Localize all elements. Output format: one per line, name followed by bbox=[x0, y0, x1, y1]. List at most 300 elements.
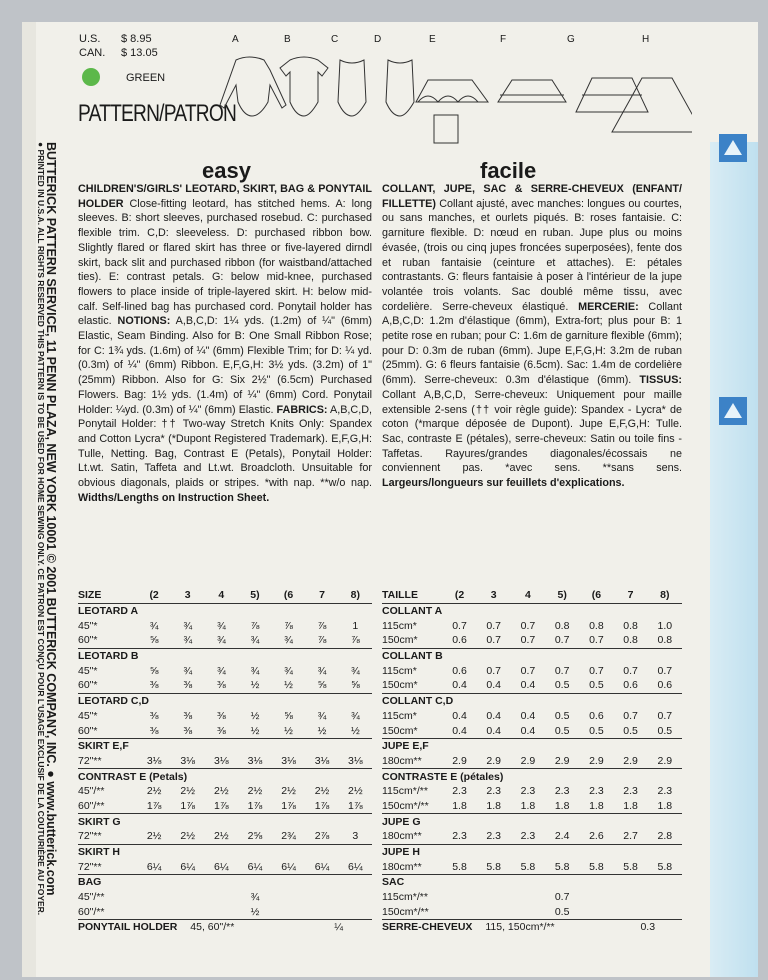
size-cell: (6 bbox=[283, 589, 294, 602]
leotard-a-drawing bbox=[220, 57, 286, 116]
yardage-cell: 2⅞ bbox=[314, 830, 330, 843]
yardage-cell: 2.3 bbox=[452, 785, 467, 798]
yardage-cell: 0.7 bbox=[520, 619, 536, 632]
yardage-cell: ⅜ bbox=[183, 679, 193, 692]
french-notions: Collant A,B,C,D: 1.2m d'élastique (6mm), Extra-fort; plus pour B: 1 petite rose en ruban; pour C: 1.6m de garniture flexible (6mm); pour D: 0.3m de ruban (6mm). Jupe E,F,G,H: 3.2m de ruban (25mm). G: 6 fleurs fantaisie (6.5cm). Sac: 1.4m de cordelière (6mm). Serre-cheveux: 0.3m d'élastique (6mm). bbox=[382, 300, 683, 387]
fabric-width: 45"* bbox=[78, 619, 98, 632]
yardage-cell: 1.8 bbox=[554, 799, 570, 812]
yardage-cell: 0.8 bbox=[554, 619, 570, 632]
english-heading: easy bbox=[202, 158, 251, 183]
view-letter-h: H bbox=[642, 34, 650, 45]
group-header-row bbox=[78, 738, 372, 753]
yardage-cell: 5.8 bbox=[589, 860, 604, 873]
yardage-cell: ¾ bbox=[149, 619, 159, 632]
english-title: CHILDREN'S/GIRLS' LEOTARD, SKIRT, BAG & PONYTAIL HOLDER bbox=[78, 183, 372, 210]
yardage-cell bbox=[442, 904, 476, 919]
up-arrow-icon bbox=[719, 134, 747, 162]
yardage-cell bbox=[579, 904, 613, 919]
table-row bbox=[78, 890, 372, 905]
table-row bbox=[382, 754, 682, 769]
fabric-width: 115cm* bbox=[382, 709, 417, 722]
english-desc: Close-fitting leotard, has stitched hems. A: long sleeves. B: short sleeves, purchased rosebud. C: purchased flexible trim. C,D: sleeveless. D: purchased ribbon bow. Slightly flared or flared skirt has three or five-layered dirndl skirt, back slit and purchased ribbon (for waistband/attached ties). E: contrast petals. G: below mid-knee, purchased flowers to place inside of triple-layered skirt. H: below mid-calf. Self-lined bag has purchased cord. Ponytail holder has elastic. bbox=[78, 197, 372, 328]
view-letter-a: A bbox=[232, 34, 239, 45]
yardage-cell: 0.5 bbox=[554, 905, 570, 918]
table-row bbox=[382, 663, 682, 678]
yardage-cell: 2.3 bbox=[623, 785, 638, 798]
price-block bbox=[79, 32, 158, 60]
yardage-cell: ⅜ bbox=[216, 709, 226, 722]
yardage-cell: ⅝ bbox=[284, 709, 293, 722]
yardage-cell: 2.6 bbox=[589, 830, 604, 843]
spine-legal-text: ● PRINTED IN U.S.A. ALL RIGHTS RESERVED THIS PATTERN IS TO BE USED FOR HOME SEWING ONLY. CE PATRON EST CONÇU POUR L'USAGE EXCLUSIF DE LA COUTURIÈRE AU FOYER. bbox=[36, 142, 46, 916]
yardage-cell: ⅜ bbox=[216, 724, 226, 737]
yardage-cell: 1⅞ bbox=[146, 799, 162, 812]
size-cell: 8) bbox=[350, 589, 360, 602]
yardage-cell: 0.7 bbox=[554, 664, 570, 677]
yardage-cell bbox=[205, 890, 239, 905]
table-row bbox=[78, 904, 372, 919]
yardage-cell: 0.7 bbox=[452, 619, 467, 632]
yardage-cell: 0.7 bbox=[657, 709, 673, 722]
yardage-cell: 2.3 bbox=[554, 785, 570, 798]
french-fabrics-label: TISSUS: bbox=[639, 374, 682, 387]
table-row bbox=[382, 633, 682, 648]
yardage-cell: ½ bbox=[284, 679, 293, 692]
yardage-cell: 0.8 bbox=[589, 619, 604, 632]
yardage-cell: 2.9 bbox=[589, 754, 604, 767]
group-title: COLLANT A bbox=[382, 603, 682, 618]
yardage-cell: 0.8 bbox=[657, 634, 673, 647]
fabric-width: 45"/** bbox=[78, 785, 105, 798]
can-price: $ 13.05 bbox=[121, 47, 158, 59]
group-title: BAG bbox=[78, 875, 372, 890]
fabric-width: 45"/** bbox=[78, 891, 105, 904]
group-title: SKIRT E,F bbox=[78, 738, 372, 753]
group-title: JUPE H bbox=[382, 844, 682, 859]
yardage-cell bbox=[442, 890, 476, 905]
yardage-cell: ⅞ bbox=[317, 634, 327, 647]
yardage-cell: 0.6 bbox=[452, 634, 467, 647]
yardage-cell: 3⅛ bbox=[314, 754, 330, 767]
color-label: GREEN bbox=[126, 72, 166, 84]
yardage-cell: 2½ bbox=[214, 830, 229, 843]
yardage-cell: 2½ bbox=[214, 785, 229, 798]
fabric-width: 180cm** bbox=[382, 754, 422, 767]
english-widths: Widths/Lengths on Instruction Sheet. bbox=[78, 491, 270, 504]
yardage-cell: 1.8 bbox=[452, 799, 467, 812]
french-heading: facile bbox=[480, 158, 537, 183]
yardage-cell: 1⅞ bbox=[180, 799, 196, 812]
yardage-cell: 1⅞ bbox=[281, 799, 296, 812]
spine-address: BUTTERICK PATTERN SERVICE, 11 PENN PLAZA, NEW YORK 10001 © 2001 BUTTERICK COMPANY, INC. ● www.butterick.com bbox=[44, 142, 58, 896]
yardage-cell: 2.9 bbox=[520, 754, 536, 767]
view-letter-f: F bbox=[500, 34, 507, 45]
group-header-row bbox=[78, 769, 372, 784]
yardage-cell bbox=[339, 904, 372, 919]
yardage-cell: 2½ bbox=[314, 785, 330, 798]
yardage-cell: 6¼ bbox=[348, 860, 363, 873]
yardage-cell: 2.9 bbox=[486, 754, 502, 767]
yardage-cell bbox=[511, 890, 545, 905]
group-title: JUPE E,F bbox=[382, 738, 682, 753]
yardage-cell bbox=[137, 904, 171, 919]
leotard-d-drawing bbox=[386, 60, 414, 116]
yardage-cell: 0.5 bbox=[657, 724, 673, 737]
yardage-cell: 6¼ bbox=[214, 860, 229, 873]
french-desc: Collant ajusté, avec manches: longues ou courtes, ou sans manches, et ourlets piqués. B: roses fantaisie. C: garniture flexible. D: nœud en ruban. Jupe plus ou moins évasée, (trois ou cinq jupes froncées superposées), fente dos et ruban fantaisie (ceinture et attaches). E: pétales contrastants. G: fleurs fantaisie à poser à l'intérieur de la jupe volantée trois volants. Sac doublé même tissu, avec cordelière. Serre-cheveux élastiqué. bbox=[382, 197, 682, 313]
yardage-cell: 0.7 bbox=[520, 664, 536, 677]
yardage-cell: 2.3 bbox=[486, 830, 502, 843]
english-description bbox=[78, 182, 372, 505]
yardage-cell: 6¼ bbox=[247, 860, 263, 873]
skirt-h-drawing bbox=[612, 78, 692, 132]
size-label: TAILLE bbox=[382, 589, 418, 602]
yardage-cell: 0.5 bbox=[623, 724, 638, 737]
group-header-row bbox=[78, 693, 372, 708]
yardage-cell: 1.8 bbox=[486, 799, 502, 812]
table-row bbox=[78, 784, 372, 799]
yardage-cell: ¾ bbox=[183, 634, 193, 647]
yardage-cell: 2.7 bbox=[623, 830, 638, 843]
fabric-width: 115cm* bbox=[382, 619, 417, 632]
yardage-cell: 0.4 bbox=[520, 709, 536, 722]
yardage-cell: ⅝ bbox=[149, 634, 159, 647]
table-row bbox=[78, 618, 372, 633]
yardage-cell: 0.5 bbox=[589, 724, 604, 737]
size-header-row bbox=[78, 588, 372, 603]
yardage-cell: 1⅞ bbox=[348, 799, 363, 812]
table-row bbox=[382, 618, 682, 633]
fabric-width: 180cm** bbox=[382, 830, 422, 843]
size-cell: 4 bbox=[525, 589, 531, 602]
table-row bbox=[382, 723, 682, 738]
yardage-cell: ¾ bbox=[350, 709, 360, 722]
group-title: COLLANT C,D bbox=[382, 693, 682, 708]
table-row bbox=[382, 799, 682, 814]
yardage-cell: 2.8 bbox=[657, 830, 673, 843]
yardage-cell: 2.3 bbox=[589, 785, 604, 798]
size-cell: 7 bbox=[627, 589, 634, 602]
fabric-width: 72"** bbox=[78, 830, 102, 843]
yardage-cell: 3 bbox=[352, 830, 359, 843]
yardage-cell: 3⅛ bbox=[180, 754, 196, 767]
yardage-cell: 3⅛ bbox=[146, 754, 162, 767]
yardage-cell bbox=[171, 890, 205, 905]
skirt-e-drawing bbox=[416, 80, 488, 143]
yardage-cell bbox=[305, 890, 338, 905]
table-row bbox=[382, 678, 682, 693]
yardage-cell: 6¼ bbox=[281, 860, 296, 873]
yardage-cell: 0.5 bbox=[554, 709, 570, 722]
yardage-cell bbox=[339, 890, 372, 905]
ponytail-row bbox=[78, 920, 372, 935]
yardage-cell: ½ bbox=[284, 724, 293, 737]
table-row bbox=[382, 890, 682, 905]
group-title: SKIRT G bbox=[78, 814, 372, 829]
yardage-cell: 3⅛ bbox=[281, 754, 296, 767]
size-cell: (2 bbox=[454, 589, 465, 602]
fabric-width: 180cm** bbox=[382, 860, 422, 873]
yardage-cell: ⅞ bbox=[250, 619, 260, 632]
group-header-row bbox=[78, 603, 372, 618]
yardage-cell: 0.7 bbox=[589, 664, 604, 677]
fabric-width: 45"* bbox=[78, 664, 98, 677]
yardage-cell: ¾ bbox=[216, 664, 226, 677]
yardage-cell: 1.8 bbox=[623, 799, 638, 812]
yardage-cell: ½ bbox=[317, 724, 327, 737]
yardage-cell bbox=[648, 904, 682, 919]
yardage-cell: ¾ bbox=[250, 664, 260, 677]
yardage-cell bbox=[477, 890, 511, 905]
yardage-cell: ⅜ bbox=[183, 724, 193, 737]
table-row bbox=[78, 723, 372, 738]
yardage-cell: 1.8 bbox=[657, 799, 673, 812]
group-title: SKIRT H bbox=[78, 844, 372, 859]
group-header-row bbox=[382, 814, 682, 829]
yardage-cell: ½ bbox=[350, 724, 360, 737]
yardage-cell: 0.7 bbox=[623, 664, 638, 677]
yardage-cell bbox=[648, 890, 682, 905]
yardage-cell: ¾ bbox=[284, 664, 293, 677]
yardage-cell bbox=[579, 890, 613, 905]
group-title: CONTRASTE E (pétales) bbox=[382, 769, 682, 784]
fabric-width: 60"/** bbox=[78, 799, 105, 812]
group-header-row bbox=[382, 648, 682, 663]
yardage-cell: 2½ bbox=[180, 830, 196, 843]
yardage-cell bbox=[305, 904, 338, 919]
yardage-cell: 1 bbox=[352, 619, 359, 632]
yardage-cell bbox=[613, 890, 647, 905]
fabric-width: 115cm* bbox=[382, 664, 417, 677]
table-row bbox=[382, 859, 682, 874]
yardage-cell: 0.4 bbox=[452, 679, 467, 692]
yardage-cell: 5.8 bbox=[486, 860, 502, 873]
view-letter-b: B bbox=[284, 34, 291, 45]
size-cell: 4 bbox=[218, 589, 225, 602]
group-header-row bbox=[382, 769, 682, 784]
yardage-cell: 0.4 bbox=[486, 724, 502, 737]
french-notions-label: MERCERIE: bbox=[578, 300, 639, 313]
yardage-cell: 1⅞ bbox=[214, 799, 229, 812]
french-title: COLLANT, JUPE, SAC & SERRE-CHEVEUX (ENFANT/ FILLETTE) bbox=[382, 183, 682, 210]
ponytail-label bbox=[382, 920, 613, 935]
yardage-cell: ½ bbox=[250, 905, 260, 918]
group-header-row bbox=[78, 844, 372, 859]
yardage-cell: 2.9 bbox=[452, 754, 467, 767]
yardage-cell: 6¼ bbox=[180, 860, 196, 873]
ponytail-value: ¼ bbox=[305, 920, 372, 935]
yardage-cell: ⅝ bbox=[317, 679, 327, 692]
yardage-cell: ¾ bbox=[284, 634, 293, 647]
yardage-cell bbox=[511, 904, 545, 919]
table-row bbox=[78, 633, 372, 648]
blue-side-strip bbox=[710, 142, 758, 977]
french-description bbox=[382, 182, 682, 491]
yardage-cell: 5.8 bbox=[657, 860, 673, 873]
yardage-cell bbox=[272, 890, 306, 905]
fabric-width: 60"* bbox=[78, 724, 98, 737]
yardage-cell: 0.6 bbox=[623, 679, 638, 692]
us-label: U.S. bbox=[79, 33, 101, 45]
yardage-cell: 0.5 bbox=[589, 679, 604, 692]
yardage-cell: 6¼ bbox=[146, 860, 162, 873]
yardage-cell: 5.8 bbox=[452, 860, 467, 873]
up-arrow-icon bbox=[719, 397, 747, 425]
yardage-cell bbox=[272, 904, 306, 919]
fabric-width: 72"** bbox=[78, 754, 102, 767]
yardage-cell: 0.7 bbox=[554, 891, 570, 904]
yardage-cell: 0.7 bbox=[657, 664, 673, 677]
yardage-cell: ⅞ bbox=[284, 619, 293, 632]
yardage-cell bbox=[205, 904, 239, 919]
size-cell: 3 bbox=[184, 589, 191, 602]
table-row bbox=[382, 784, 682, 799]
yardage-cell: 0.7 bbox=[486, 634, 502, 647]
yardage-cell: ¾ bbox=[183, 664, 193, 677]
group-header-row bbox=[382, 603, 682, 618]
yardage-cell: 3⅛ bbox=[247, 754, 263, 767]
view-letter-e: E bbox=[429, 34, 436, 45]
fabric-width: 60"* bbox=[78, 679, 98, 692]
pattern-envelope-back bbox=[22, 22, 758, 977]
yardage-cell: ¾ bbox=[317, 664, 327, 677]
group-title: SAC bbox=[382, 875, 682, 890]
skirt-f-drawing bbox=[498, 80, 566, 102]
yardage-cell: 0.8 bbox=[623, 619, 638, 632]
table-row bbox=[78, 859, 372, 874]
yardage-cell: 2.3 bbox=[520, 830, 536, 843]
yardage-cell: 0.5 bbox=[554, 724, 570, 737]
english-notions-label: NOTIONS: bbox=[117, 315, 171, 328]
yardage-cell: 0.7 bbox=[623, 709, 638, 722]
skirt-g-drawing bbox=[576, 78, 648, 112]
fabric-width: 150cm* bbox=[382, 634, 418, 647]
yardage-cell: 2¾ bbox=[281, 830, 296, 843]
yardage-cell: ¾ bbox=[250, 634, 260, 647]
yardage-cell: 2½ bbox=[146, 785, 162, 798]
size-cell: 5) bbox=[557, 589, 567, 602]
yardage-cell: 2½ bbox=[180, 785, 196, 798]
group-header-row bbox=[382, 844, 682, 859]
yardage-cell: 2.3 bbox=[486, 785, 502, 798]
group-title: LEOTARD A bbox=[78, 603, 372, 618]
yardage-cell: 1.8 bbox=[589, 799, 604, 812]
view-letter-g: G bbox=[567, 34, 575, 45]
yardage-cell: ⅜ bbox=[149, 724, 159, 737]
yardage-cell: 1⅞ bbox=[247, 799, 263, 812]
view-letter-c: C bbox=[331, 34, 339, 45]
yardage-cell: 0.7 bbox=[486, 664, 502, 677]
table-row bbox=[382, 904, 682, 919]
yardage-cell: ⅜ bbox=[149, 709, 159, 722]
group-title: COLLANT B bbox=[382, 648, 682, 663]
yardage-cell: 0.4 bbox=[486, 679, 502, 692]
view-line-drawings bbox=[212, 50, 692, 145]
yardage-cell: 2½ bbox=[348, 785, 363, 798]
yardage-cell: ⅞ bbox=[317, 619, 327, 632]
fabric-width: 72"** bbox=[78, 860, 102, 873]
size-header-row bbox=[382, 588, 682, 603]
yardage-cell: ¾ bbox=[183, 619, 193, 632]
yardage-cell: 0.6 bbox=[657, 679, 673, 692]
yardage-cell: ¾ bbox=[350, 664, 360, 677]
leotard-b-drawing bbox=[280, 57, 328, 116]
yardage-cell: 3⅛ bbox=[348, 754, 363, 767]
yardage-cell: 2.4 bbox=[554, 830, 570, 843]
ponytail-value: 0.3 bbox=[613, 920, 682, 935]
fabric-width: 115cm*/** bbox=[382, 891, 428, 904]
yardage-cell: ¾ bbox=[216, 619, 226, 632]
table-row bbox=[78, 754, 372, 769]
yardage-cell: ⅜ bbox=[149, 679, 159, 692]
yardage-cell: 2½ bbox=[247, 785, 263, 798]
yardage-cell: 2.3 bbox=[452, 830, 467, 843]
yardage-cell: 5.8 bbox=[623, 860, 638, 873]
yardage-cell: 5.8 bbox=[554, 860, 570, 873]
yardage-cell: 1.0 bbox=[657, 619, 673, 632]
yardage-cell: 0.7 bbox=[520, 634, 536, 647]
yardage-cell: ⅜ bbox=[216, 679, 226, 692]
fabric-width: 150cm*/** bbox=[382, 905, 429, 918]
spine-legal bbox=[24, 142, 46, 977]
yardage-cell: ⅝ bbox=[149, 664, 159, 677]
yardage-cell: 0.4 bbox=[486, 709, 502, 722]
yardage-cell: ¾ bbox=[216, 634, 226, 647]
can-label: CAN. bbox=[79, 47, 106, 59]
yardage-cell: 0.4 bbox=[452, 724, 467, 737]
yardage-cell: 3⅛ bbox=[214, 754, 229, 767]
size-cell: (6 bbox=[591, 589, 602, 602]
ponytail-row bbox=[382, 920, 682, 935]
fabric-width: 150cm* bbox=[382, 679, 418, 692]
yardage-cell: 2½ bbox=[146, 830, 162, 843]
yardage-cell: 5.8 bbox=[520, 860, 536, 873]
size-cell: 7 bbox=[319, 589, 325, 602]
yardage-cell: 2.9 bbox=[554, 754, 570, 767]
yardage-cell bbox=[613, 904, 647, 919]
ponytail-title: PONYTAIL HOLDER bbox=[78, 921, 178, 934]
group-title: CONTRAST E (Petals) bbox=[78, 769, 372, 784]
yardage-cell: 0.4 bbox=[520, 724, 536, 737]
view-letter-d: D bbox=[374, 34, 382, 45]
yardage-cell: 0.4 bbox=[452, 709, 467, 722]
yardage-cell: 2⅝ bbox=[247, 830, 263, 843]
fabric-width: 150cm*/** bbox=[382, 799, 429, 812]
yardage-cell: ¾ bbox=[317, 709, 327, 722]
group-header-row bbox=[382, 693, 682, 708]
size-label: SIZE bbox=[78, 589, 102, 602]
yardage-cell: 0.5 bbox=[554, 679, 570, 692]
fabric-width: 115cm*/** bbox=[382, 785, 428, 798]
table-row bbox=[382, 829, 682, 844]
group-title: LEOTARD B bbox=[78, 648, 372, 663]
table-row bbox=[78, 829, 372, 844]
leotard-c-drawing bbox=[338, 60, 366, 116]
yardage-cell: 0.6 bbox=[589, 709, 604, 722]
yardage-cell bbox=[171, 904, 205, 919]
fabric-width: 150cm* bbox=[382, 724, 418, 737]
yardage-cell: 0.7 bbox=[589, 634, 604, 647]
fabric-width: 60"/** bbox=[78, 905, 105, 918]
yardage-cell: 0.4 bbox=[520, 679, 536, 692]
group-header-row bbox=[382, 738, 682, 753]
french-fabrics: Collant A,B,C,D, Serre-cheveux: Uniquement pour maille extensible 2-sens (†† voir règle guide): Spandex - Lycra* de coton (*marque déposée de Dupont). Jupe E,F,G,H: Tulle. Sac, contraste E (pétales), serre-cheveux: Satin ou toile fins - Taffetas. Rayures/grandes diagonales/écossais ne conviennent pas. *avec sens. **sans sens. bbox=[382, 388, 682, 475]
table-row bbox=[78, 799, 372, 814]
yardage-cell: 2.9 bbox=[623, 754, 638, 767]
yardage-cell: 6¼ bbox=[314, 860, 330, 873]
yardage-cell: 2.9 bbox=[657, 754, 673, 767]
color-dot bbox=[82, 68, 100, 86]
